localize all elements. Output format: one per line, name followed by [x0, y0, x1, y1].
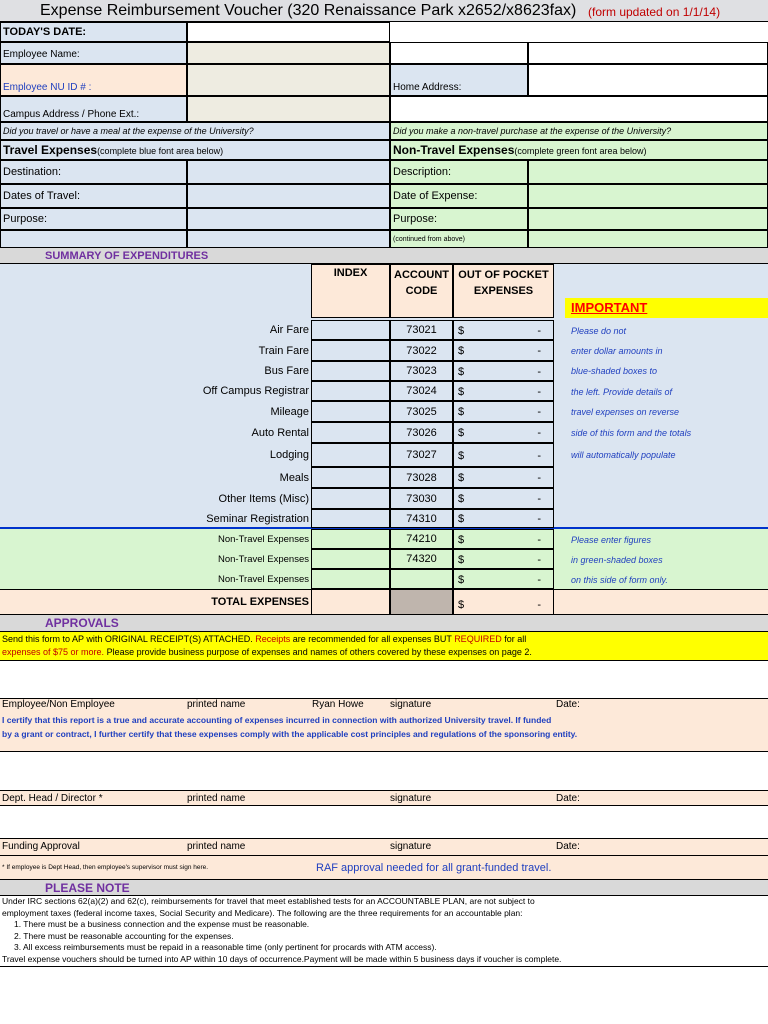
dates-of-travel-input[interactable]	[187, 184, 390, 208]
important-note-line: blue-shaded boxes to	[571, 366, 658, 376]
expense-category-label: Other Items (Misc)	[218, 492, 309, 505]
important-note-line: the left. Provide details of	[571, 387, 673, 397]
account-code: 73025	[390, 401, 453, 422]
dept-signature-label: signature	[390, 793, 432, 804]
approvals-heading: APPROVALS	[45, 616, 119, 630]
green-note-line: Please enter figures	[571, 535, 652, 545]
index-input[interactable]	[311, 569, 390, 589]
account-code: 74310	[390, 509, 453, 528]
account-code: 73021	[390, 320, 453, 340]
amount-cell[interactable]	[453, 401, 554, 422]
please-note-body	[0, 895, 768, 967]
important-note-line: travel expenses on reverse	[571, 407, 680, 417]
col-account-line-2: CODE	[405, 285, 438, 297]
notice-receipts: Receipts	[255, 634, 291, 644]
form-updated: (form updated on 1/1/14)	[588, 5, 721, 19]
expense-category-label: Non-Travel Expenses	[218, 533, 309, 545]
todays-date-label: TODAY'S DATE:	[0, 22, 187, 42]
receipts-notice	[0, 631, 768, 661]
nu-id-label: Employee NU ID # :	[0, 64, 187, 96]
account-code: 74210	[390, 529, 453, 549]
important-title: IMPORTANT	[571, 300, 648, 315]
nontravel-heading-text: Non-Travel Expenses	[393, 143, 515, 157]
destination-label: Destination:	[0, 160, 187, 184]
currency-symbol: $	[458, 533, 465, 546]
index-input[interactable]	[311, 549, 390, 569]
please-note-line: 1. There must be a business connection and the expense must be reasonable.	[14, 919, 310, 930]
amount-cell[interactable]	[453, 488, 554, 509]
notice-1a: Send this form to AP with ORIGINAL RECEIPT(S) ATTACHED.	[2, 634, 256, 644]
amount-cell[interactable]	[453, 320, 554, 340]
please-note-heading: PLEASE NOTE	[45, 881, 130, 895]
dates-of-travel-label: Dates of Travel:	[0, 184, 187, 208]
travel-heading-note: (complete blue font area below)	[97, 146, 224, 156]
currency-symbol: $	[458, 513, 465, 525]
amount-value: -	[537, 385, 541, 398]
form-title-bar	[0, 0, 768, 22]
index-input[interactable]	[311, 443, 390, 467]
expense-category-label: Off Campus Registrar	[202, 385, 309, 397]
notice-1e: for all	[501, 634, 527, 644]
green-note-line: on this side of form only.	[571, 575, 668, 585]
dept-printed-name-label: printed name	[187, 793, 246, 804]
notice-2b: Please provide business purpose of expenses and names of others covered by these expenses on page 2.	[106, 647, 532, 657]
campus-address-label: Campus Address / Phone Ext.:	[0, 96, 187, 122]
index-input[interactable]	[311, 320, 390, 340]
certify-statement	[0, 711, 768, 751]
currency-symbol: $	[458, 365, 465, 378]
col-oop-header	[453, 264, 554, 318]
amount-value: -	[537, 472, 541, 484]
nontravel-question: Did you make a non-travel purchase at the expense of the University?	[390, 122, 768, 140]
currency-symbol: $	[458, 427, 465, 439]
please-note-line: 2. There must be reasonable accounting for the expenses.	[14, 930, 234, 941]
dept-role: Dept. Head / Director *	[2, 793, 103, 804]
funding-printed-name-label: printed name	[187, 841, 246, 852]
employee-name-input[interactable]	[187, 42, 390, 64]
currency-symbol: $	[458, 553, 465, 566]
account-code	[390, 569, 453, 589]
expense-category-label: Train Fare	[258, 344, 309, 357]
receipts-notice-line-1	[2, 633, 766, 646]
expense-category-label: Air Fare	[269, 324, 309, 336]
index-input[interactable]	[311, 340, 390, 361]
green-note-line: in green-shaded boxes	[571, 555, 663, 565]
expense-category-label: Seminar Registration	[206, 512, 309, 525]
account-code: 73026	[390, 422, 453, 443]
dept-signature-space[interactable]	[0, 751, 768, 791]
nontravel-heading	[390, 140, 768, 160]
employee-name-label: Employee Name:	[0, 42, 187, 64]
col-oop-line-1: OUT OF POCKET	[458, 269, 549, 281]
date-of-expense-label: Date of Expense:	[390, 184, 528, 208]
amount-cell[interactable]	[453, 467, 554, 488]
continued-label: (continued from above)	[390, 230, 528, 248]
amount-cell[interactable]	[453, 569, 554, 589]
account-code: 73030	[390, 488, 453, 509]
amount-cell[interactable]	[453, 443, 554, 467]
travel-question: Did you travel or have a meal at the expense of the University?	[0, 122, 390, 140]
footnote-row	[0, 855, 768, 879]
employee-approval-row	[0, 699, 768, 711]
travel-purpose-continued-input[interactable]	[187, 230, 390, 248]
home-address-label: Home Address:	[390, 64, 528, 96]
notice-required: REQUIRED	[454, 634, 502, 644]
certify-line-2: by a grant or contract, I further certify that these expenses comply with the applicable cost principles and regulations of the sponsoring entity.	[2, 729, 578, 739]
certify-line-1: I certify that this report is a true and accurate accounting of expenses incurred in connection with authorized University travel. If funded	[2, 715, 552, 725]
amount-value: -	[537, 449, 541, 462]
expense-category-label: Non-Travel Expenses	[218, 553, 309, 565]
campus-address-input[interactable]	[187, 96, 390, 122]
amount-value: -	[537, 553, 541, 566]
col-oop-line-2: EXPENSES	[473, 285, 534, 297]
total-account	[390, 589, 453, 615]
amount-cell[interactable]	[453, 340, 554, 361]
account-code: 73022	[390, 340, 453, 361]
notice-1c: are recommended for all expenses BUT	[290, 634, 455, 644]
dept-head-footnote: * If employee is Dept Head, then employee's supervisor must sign here.	[2, 864, 209, 871]
expense-category-label: Mileage	[270, 405, 309, 418]
important-note-line: Please do not	[571, 326, 627, 336]
please-note-line: Travel expense vouchers should be turned into AP within 10 days of occurrence.Payment will be made within 5 business days if voucher is complete.	[2, 953, 562, 964]
amount-cell[interactable]	[453, 549, 554, 569]
travel-purpose-input[interactable]	[187, 208, 390, 230]
expense-category-label: Auto Rental	[251, 426, 309, 439]
currency-symbol: $	[458, 449, 465, 462]
amount-value: -	[537, 573, 541, 586]
amount-cell[interactable]	[453, 529, 554, 549]
approvals-heading-bar	[0, 615, 768, 631]
employee-role: Employee/Non Employee	[2, 699, 115, 710]
account-code: 73024	[390, 381, 453, 401]
dept-date-label: Date:	[556, 793, 580, 804]
currency-symbol: $	[458, 324, 465, 337]
home-address-input[interactable]	[528, 64, 768, 96]
currency-symbol: $	[458, 573, 465, 586]
total-amount-cell	[453, 589, 554, 615]
important-banner	[565, 298, 768, 318]
currency-symbol: $	[458, 385, 465, 398]
employee-printed-name-label: printed name	[187, 699, 246, 710]
account-code: 73023	[390, 361, 453, 381]
description-input[interactable]	[528, 160, 768, 184]
index-input[interactable]	[311, 422, 390, 443]
nontravel-purpose-label: Purpose:	[390, 208, 528, 230]
currency-symbol: $	[458, 472, 465, 484]
summary-heading: SUMMARY OF EXPENDITURES	[45, 250, 209, 262]
please-note-line: employment taxes (federal income taxes, Social Security and Medicare). The following are the three requirements for an accountable plan:	[2, 907, 523, 918]
travel-heading-text: Travel Expenses	[3, 143, 98, 157]
currency-symbol: $	[458, 406, 465, 418]
travel-purpose-continued[interactable]	[0, 230, 187, 248]
employee-name-extra-2	[528, 42, 768, 64]
expense-category-label: Lodging	[269, 449, 309, 461]
home-address-input-2[interactable]	[390, 96, 768, 122]
employee-date-label: Date:	[556, 699, 580, 710]
funding-approval-row	[0, 839, 768, 855]
col-index-header: INDEX	[311, 264, 390, 318]
index-input[interactable]	[311, 509, 390, 528]
destination-input[interactable]	[187, 160, 390, 184]
currency-symbol: $	[458, 493, 465, 505]
employee-signature-label: signature	[390, 699, 432, 710]
nontravel-heading-note: (complete green font area below)	[514, 146, 647, 156]
dept-approval-row	[0, 791, 768, 805]
total-index	[311, 589, 390, 615]
funding-role: Funding Approval	[2, 841, 80, 852]
total-currency: $	[458, 599, 465, 611]
please-note-line: 3. All excess reimbursements must be repaid in a reasonable time (only pertinent for procards with ATM access).	[14, 942, 437, 953]
expense-category-label: Non-Travel Expenses	[218, 573, 309, 585]
index-input[interactable]	[311, 467, 390, 488]
nontravel-purpose-input[interactable]	[528, 208, 768, 230]
col-account-header	[390, 264, 453, 318]
funding-signature-label: signature	[390, 841, 432, 852]
raf-note: RAF approval needed for all grant-funded travel.	[316, 862, 552, 874]
funding-signature-space[interactable]	[0, 805, 768, 839]
index-input[interactable]	[311, 401, 390, 422]
index-input[interactable]	[311, 361, 390, 381]
please-note-heading-bar	[0, 879, 768, 895]
todays-date-input[interactable]	[187, 22, 390, 42]
employee-signature-space[interactable]	[0, 661, 768, 699]
amount-value: -	[537, 427, 541, 439]
employee-name-extra	[390, 42, 528, 64]
important-note-line: enter dollar amounts in	[571, 346, 663, 356]
please-note-line: Under IRC sections 62(a)(2) and 62(c), reimbursements for travel that meet established tests for an ACCOUNTABLE PLAN, are not subject to	[2, 896, 535, 906]
amount-value: -	[537, 513, 541, 525]
nontravel-purpose-continued-input[interactable]	[528, 230, 768, 248]
col-account-line-1: ACCOUNT	[394, 269, 449, 281]
important-note-line: will automatically populate	[571, 450, 676, 460]
index-input[interactable]	[311, 381, 390, 401]
description-label: Description:	[390, 160, 528, 184]
receipts-notice-line-2	[2, 646, 766, 659]
account-code: 73028	[390, 467, 453, 488]
form-title: Expense Reimbursement Voucher (320 Renaissance Park x2652/x8623fax)	[40, 2, 577, 19]
travel-purpose-label: Purpose:	[0, 208, 187, 230]
employee-printed-name-value[interactable]: Ryan Howe	[312, 699, 364, 710]
amount-value: -	[537, 493, 541, 505]
amount-value: -	[537, 365, 541, 378]
amount-value: -	[537, 324, 541, 337]
amount-cell[interactable]	[453, 381, 554, 401]
amount-cell[interactable]	[453, 422, 554, 443]
amount-value: -	[537, 406, 541, 418]
important-note-line: side of this form and the totals	[571, 428, 692, 438]
account-code: 73027	[390, 443, 453, 467]
amount-cell[interactable]	[453, 361, 554, 381]
expense-category-label: Meals	[279, 471, 309, 484]
currency-symbol: $	[458, 345, 465, 357]
total-label: TOTAL EXPENSES	[211, 596, 309, 608]
summary-heading-bar	[0, 248, 768, 264]
notice-2a: expenses of $75 or more.	[2, 647, 107, 657]
index-input[interactable]	[311, 529, 390, 549]
total-amount: -	[537, 599, 541, 611]
travel-heading	[0, 140, 390, 160]
index-input[interactable]	[311, 488, 390, 509]
amount-cell[interactable]	[453, 509, 554, 528]
expense-category-label: Bus Fare	[264, 365, 309, 377]
amount-value: -	[537, 345, 541, 357]
date-of-expense-input[interactable]	[528, 184, 768, 208]
account-code: 74320	[390, 549, 453, 569]
amount-value: -	[537, 533, 541, 546]
nu-id-input[interactable]	[187, 64, 390, 96]
funding-date-label: Date:	[556, 841, 580, 852]
